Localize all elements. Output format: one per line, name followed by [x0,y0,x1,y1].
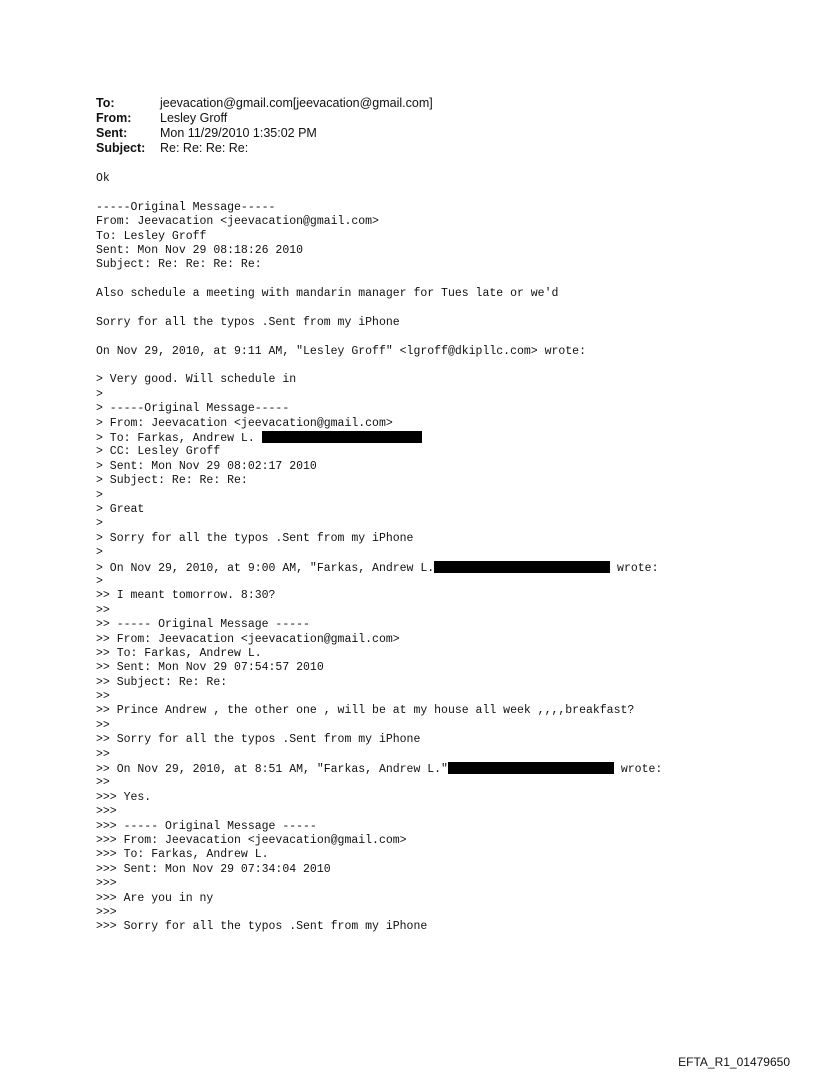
body-line [96,431,662,445]
email-body [96,172,662,935]
body-line: >> I meant tomorrow. 8:30? [96,589,276,603]
body-line: > -----Original Message----- [96,402,290,416]
document-id: EFTA_R1_01479650 [678,1055,790,1069]
body-line: > Great [96,502,145,516]
body-line: >> Subject: Re: Re: [96,675,228,689]
body-line: >> Prince Andrew , the other one , will be at my house all week ,,,,breakfast? [96,704,635,718]
body-line: >> [96,690,110,704]
sent-label: Sent: [96,126,128,140]
body-line [96,561,662,575]
body-line: >>> Sorry for all the typos .Sent from my iPhone [96,920,428,934]
body-text: >> On Nov 29, 2010, at 8:51 AM, "Farkas, Andrew L." [96,763,448,777]
redaction-bar [448,762,614,774]
body-line: >> [96,776,110,790]
body-line: >>> Yes. [96,790,152,804]
redaction-bar [434,561,610,573]
body-text: > On Nov 29, 2010, at 9:00 AM, "Farkas, Andrew L. [96,561,435,575]
body-line: >> [96,718,110,732]
body-line: >> Sent: Mon Nov 29 07:54:57 2010 [96,661,324,675]
body-line: > [96,488,103,502]
to-label: To: [96,96,115,110]
body-line [96,762,662,776]
body-line: > [96,517,103,531]
body-line: > Sorry for all the typos .Sent from my iPhone [96,531,414,545]
body-line: > [96,574,103,588]
body-line: -----Original Message----- [96,200,276,214]
body-line: >> Sorry for all the typos .Sent from my iPhone [96,733,421,747]
body-line: > From: Jeevacation <jeevacation@gmail.com> [96,416,393,430]
body-line: Also schedule a meeting with mandarin manager for Tues late or we'd [96,287,559,301]
body-line: >> ----- Original Message ----- [96,618,310,632]
body-line: >>> ----- Original Message ----- [96,819,317,833]
body-line: > Very good. Will schedule in [96,373,297,387]
body-line [96,273,662,287]
body-line: >>> To: Farkas, Andrew L. [96,848,269,862]
body-line [96,330,662,344]
body-line: On Nov 29, 2010, at 9:11 AM, "Lesley Groff" <lgroff@dkipllc.com> wrote: [96,344,586,358]
body-line: > Sent: Mon Nov 29 08:02:17 2010 [96,459,317,473]
body-line: > [96,546,103,560]
body-line: To: Lesley Groff [96,229,207,243]
body-text: wrote: [613,763,663,777]
sent-value: Mon 11/29/2010 1:35:02 PM [160,126,317,140]
body-line [96,302,662,316]
body-line: >>> [96,905,117,919]
body-line: Sorry for all the typos .Sent from my iPhone [96,315,400,329]
body-line: Subject: Re: Re: Re: Re: [96,258,262,272]
subject-label: Subject: [96,141,146,155]
body-line: >> [96,747,110,761]
sent-row [96,126,433,141]
body-text: wrote: [610,561,659,575]
subject-value: Re: Re: Re: Re: [160,141,249,155]
body-line: From: Jeevacation <jeevacation@gmail.com> [96,215,379,229]
body-line: Ok [96,172,110,185]
redaction-bar [262,431,422,443]
subject-row [96,141,433,156]
body-line: >>> Are you in ny [96,891,214,905]
body-line: >> From: Jeevacation <jeevacation@gmail.com> [96,632,400,646]
to-row [96,96,433,111]
body-line [96,186,662,200]
to-value: jeevacation@gmail.com[jeevacation@gmail.com] [160,96,433,110]
from-value: Lesley Groff [160,111,228,125]
body-line: >>> [96,805,117,819]
body-line: >>> From: Jeevacation <jeevacation@gmail.com> [96,833,407,847]
body-line: > Subject: Re: Re: Re: [96,474,248,488]
from-label: From: [96,111,132,125]
from-row [96,111,433,126]
body-line: > CC: Lesley Groff [96,445,221,459]
body-line: >> To: Farkas, Andrew L. [96,646,262,660]
body-text: > To: Farkas, Andrew L. [96,432,255,446]
body-line: >>> Sent: Mon Nov 29 07:34:04 2010 [96,862,331,876]
body-line [96,359,662,373]
body-line: >>> [96,877,117,891]
email-header [96,96,433,156]
body-line: >> [96,603,110,617]
body-line: > [96,387,103,401]
body-line: Sent: Mon Nov 29 08:18:26 2010 [96,243,304,257]
